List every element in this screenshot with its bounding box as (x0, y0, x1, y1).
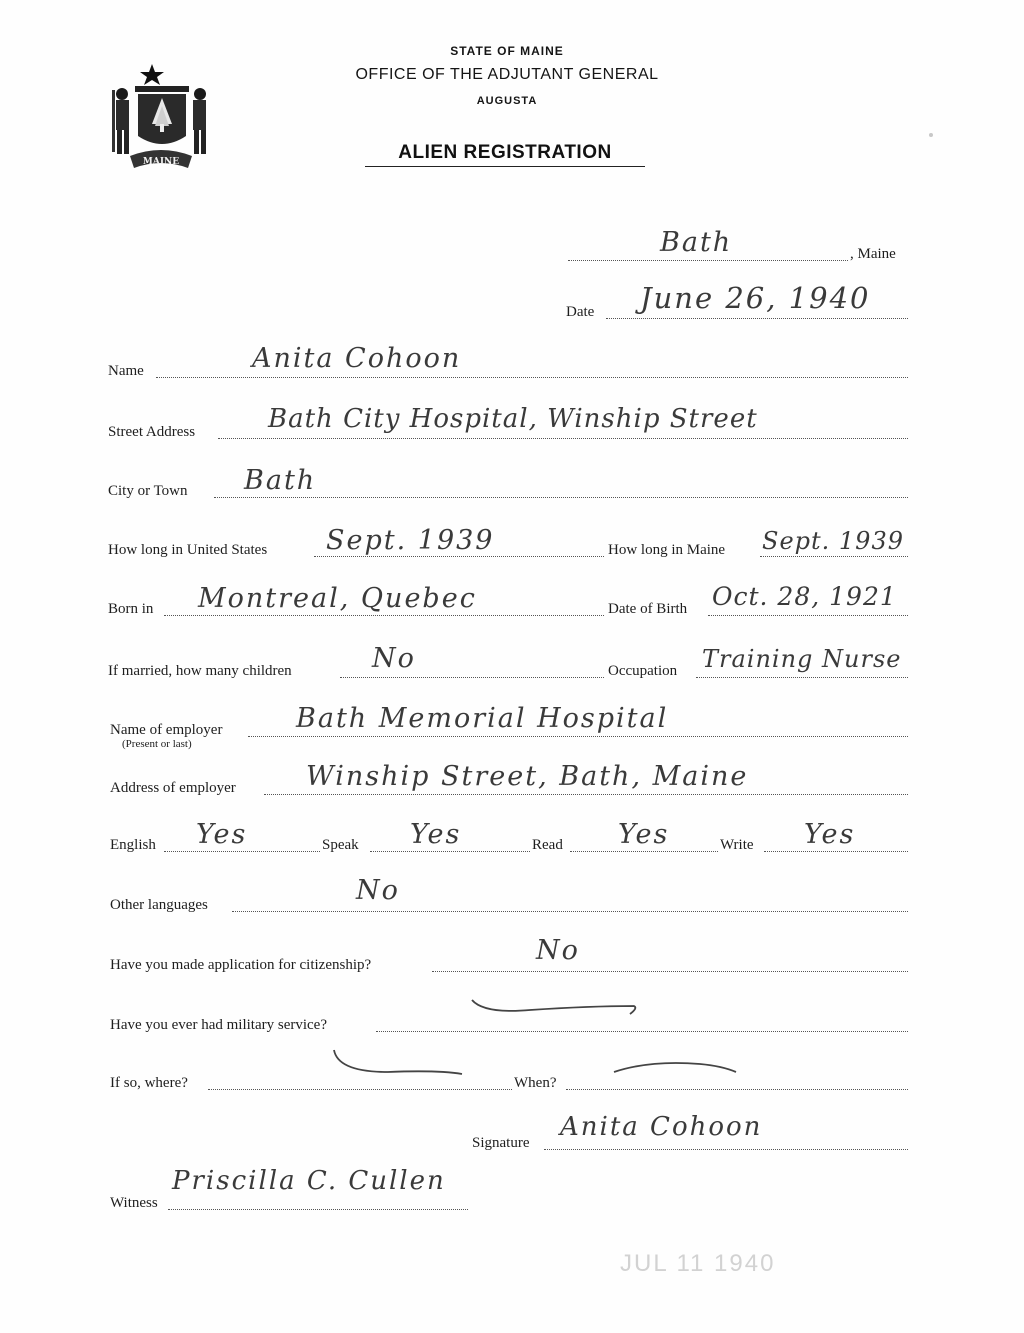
seal-ribbon-text: MAINE (142, 157, 180, 167)
date-of-birth-label: Date of Birth (608, 601, 688, 617)
other-languages-line (232, 911, 908, 912)
children-value: No (372, 643, 416, 674)
city-label: City or Town (108, 483, 188, 499)
receipt-stamp: JUL 11 1940 (620, 1250, 776, 1277)
write-line (764, 851, 908, 852)
place-value: Bath (660, 227, 733, 258)
form-title: ALIEN REGISTRATION (365, 142, 645, 167)
office-heading: OFFICE OF THE ADJUTANT GENERAL (355, 66, 659, 83)
employer-address-line (264, 794, 908, 795)
date-line (606, 318, 908, 319)
children-line (340, 677, 604, 678)
military-service-label: Have you ever had military service? (110, 1017, 327, 1033)
service-where-line (208, 1089, 512, 1090)
how-long-us-line (314, 556, 604, 557)
write-value: Yes (804, 819, 856, 850)
signature-label: Signature (472, 1135, 530, 1151)
other-languages-value: No (356, 875, 400, 906)
place-suffix-label: , Maine (850, 246, 896, 262)
how-long-maine-line (760, 556, 908, 557)
english-value: Yes (196, 819, 248, 850)
citizenship-label: Have you made application for citizenship? (110, 957, 372, 973)
speak-line (370, 851, 530, 852)
employer-address-value: Winship Street, Bath, Maine (306, 761, 749, 792)
citizenship-line (432, 971, 908, 972)
speak-value: Yes (410, 819, 462, 850)
occupation-value: Training Nurse (702, 645, 902, 673)
signature-line (544, 1149, 908, 1150)
employer-name-line (248, 736, 908, 737)
service-when-label: When? (514, 1075, 557, 1091)
how-long-us-value: Sept. 1939 (326, 525, 495, 556)
name-value: Anita Cohoon (252, 343, 462, 374)
military-service-dash-mark (470, 994, 640, 1020)
state-heading: STATE OF MAINE (450, 44, 564, 58)
date-of-birth-value: Oct. 28, 1921 (712, 582, 897, 611)
street-address-line (218, 438, 908, 439)
service-when-line (566, 1089, 908, 1090)
name-label: Name (108, 363, 144, 379)
other-languages-label: Other languages (110, 897, 208, 913)
date-label: Date (566, 304, 595, 320)
write-label: Write (720, 837, 754, 853)
employer-name-value: Bath Memorial Hospital (296, 703, 669, 734)
employer-name-sublabel: (Present or last) (122, 738, 192, 750)
how-long-us-label: How long in United States (108, 542, 268, 558)
witness-value: Priscilla C. Cullen (172, 1166, 446, 1196)
date-of-birth-line (708, 615, 908, 616)
english-label: English (110, 837, 156, 853)
date-value: June 26, 1940 (640, 281, 871, 315)
how-long-maine-label: How long in Maine (608, 542, 726, 558)
born-in-value: Montreal, Quebec (198, 583, 477, 614)
born-in-line (164, 615, 604, 616)
witness-label: Witness (110, 1195, 158, 1211)
english-line (164, 851, 320, 852)
street-address-label: Street Address (108, 424, 196, 440)
speak-label: Speak (322, 837, 359, 853)
occupation-line (696, 677, 908, 678)
signature-value: Anita Cohoon (560, 1112, 763, 1142)
how-long-maine-value: Sept. 1939 (762, 527, 904, 555)
state-seal-icon (108, 60, 214, 178)
place-line (568, 260, 848, 261)
occupation-label: Occupation (608, 663, 678, 679)
born-in-label: Born in (108, 601, 154, 617)
service-where-dash-mark (328, 1048, 468, 1080)
city-heading: AUGUSTA (476, 95, 538, 107)
city-line (214, 497, 908, 498)
street-address-value: Bath City Hospital, Winship Street (268, 404, 758, 434)
read-value: Yes (618, 819, 670, 850)
read-label: Read (532, 837, 563, 853)
witness-line (168, 1209, 468, 1210)
military-service-line (376, 1031, 908, 1032)
name-line (156, 377, 908, 378)
read-line (570, 851, 718, 852)
city-value: Bath (244, 465, 317, 496)
employer-name-label: Name of employer (110, 722, 223, 738)
paper-speck (929, 133, 933, 137)
service-where-label: If so, where? (110, 1075, 188, 1091)
service-when-dash-mark (610, 1058, 740, 1078)
employer-address-label: Address of employer (110, 780, 236, 796)
citizenship-value: No (536, 935, 580, 966)
children-label: If married, how many children (108, 663, 292, 679)
